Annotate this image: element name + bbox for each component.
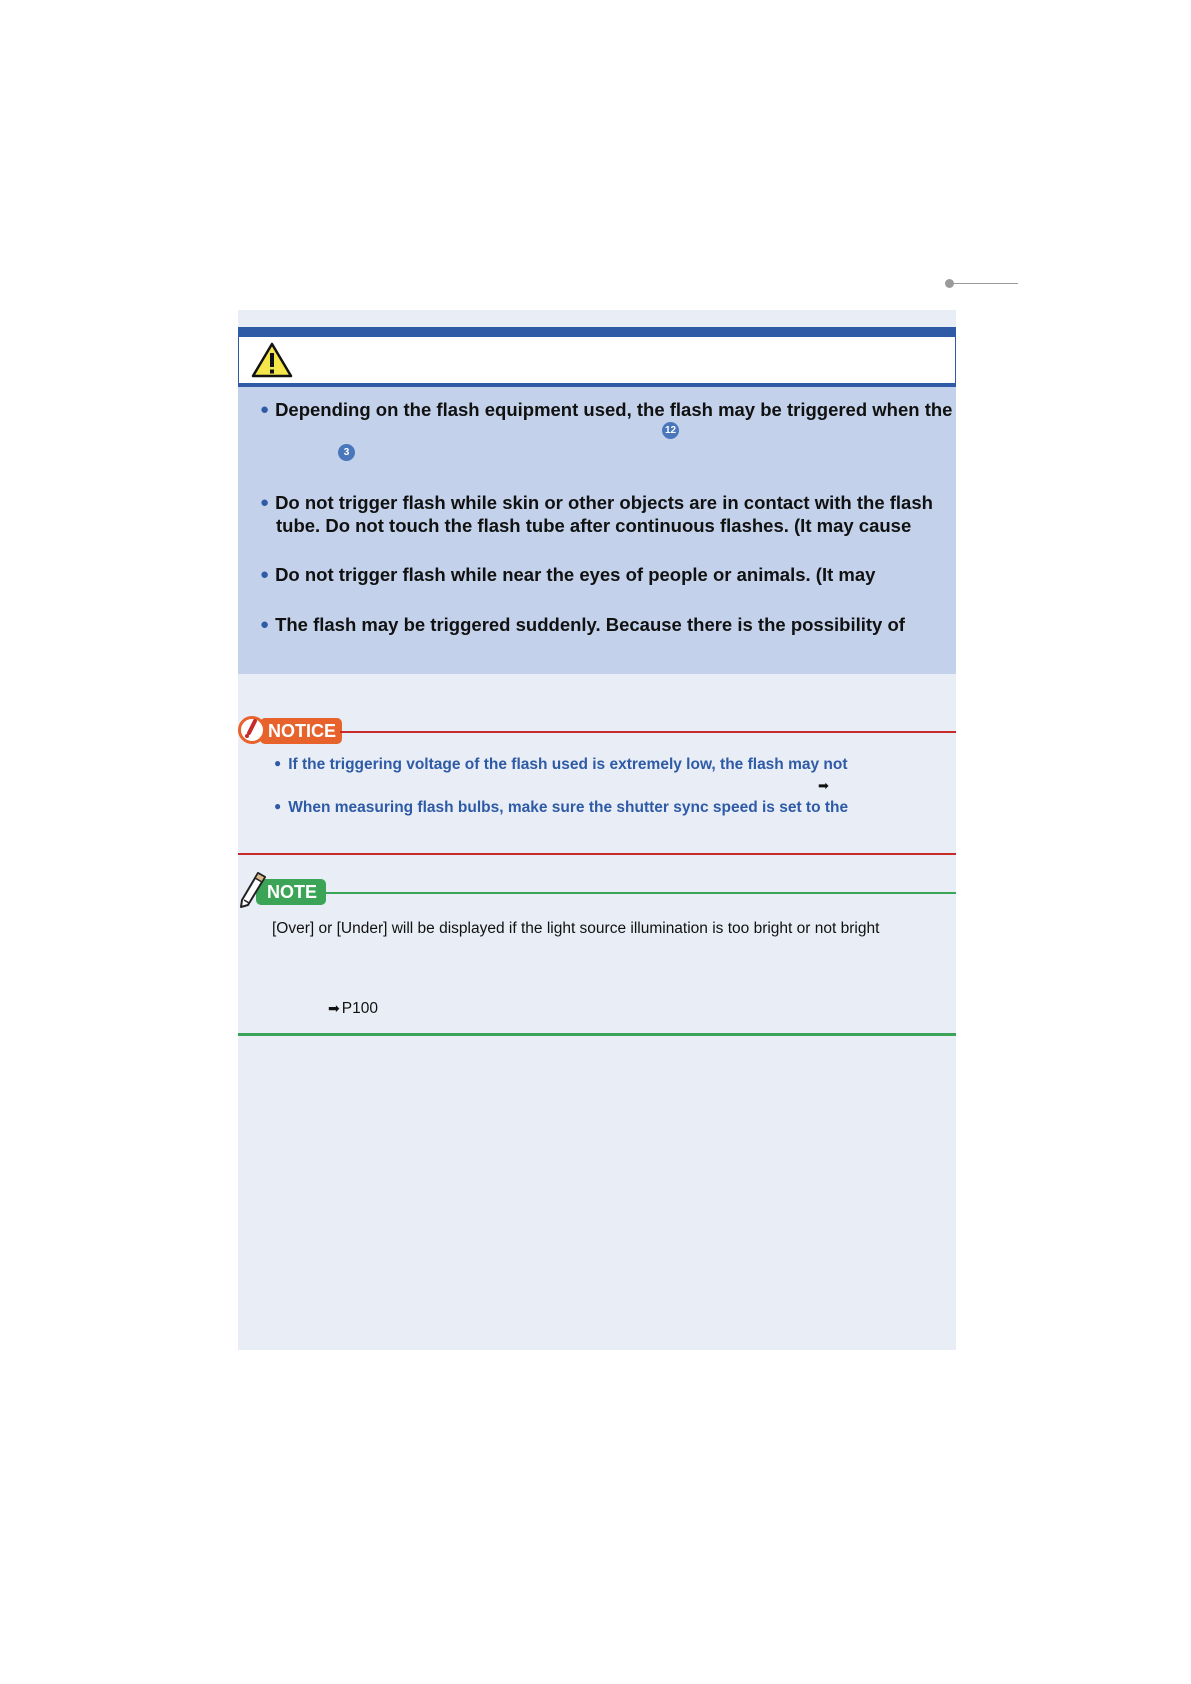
warning-header: [238, 337, 956, 387]
bullet-icon: ●: [274, 756, 282, 770]
note-bottom-rule: [238, 1033, 956, 1036]
warning-item: ● Do not trigger flash while skin or other objects are in contact with the flash tube. Do not touch the flash tube after continuous flashes. (It may cause: [260, 492, 933, 536]
notice-icon: [238, 716, 266, 744]
ref-number-3-icon: 3: [338, 444, 355, 461]
bullet-icon: ●: [260, 566, 270, 583]
notice-item: ● When measuring flash bulbs, make sure the shutter sync speed is set to the: [274, 799, 849, 816]
note-label: NOTE: [256, 879, 326, 905]
pencil-icon: [238, 871, 268, 909]
notice-item: ● If the triggering voltage of the flash used is extremely low, the flash may not: [274, 756, 848, 773]
header-rule: [952, 283, 1018, 284]
notice-rule: [340, 731, 956, 733]
warning-top-bar: [238, 327, 956, 337]
warning-item: ● Do not trigger flash while near the eyes of people or animals. (It may: [260, 564, 876, 585]
page-reference[interactable]: [328, 1000, 378, 1018]
note-text: [Over] or [Under] will be displayed if the light source illumination is too bright or not bright: [272, 920, 880, 937]
arrow-right-icon: ➡: [818, 778, 829, 793]
warning-item: ● The flash may be triggered suddenly. Because there is the possibility of: [260, 614, 905, 635]
ref-number-12-icon: 12: [662, 422, 679, 439]
notice-label: NOTICE: [260, 718, 342, 744]
bullet-icon: ●: [274, 799, 282, 813]
bullet-icon: ●: [260, 494, 270, 511]
notice-bottom-rule: [238, 853, 956, 855]
arrow-right-icon: ➡: [328, 1000, 340, 1016]
page-reference-label: P100: [341, 1000, 378, 1017]
warning-triangle-icon: [251, 342, 293, 378]
bullet-icon: ●: [260, 616, 270, 633]
warning-item: ● Depending on the flash equipment used, the flash may be triggered when the: [260, 399, 953, 420]
warning-body: [238, 387, 956, 674]
note-rule: [326, 892, 956, 894]
bullet-icon: ●: [260, 401, 270, 418]
